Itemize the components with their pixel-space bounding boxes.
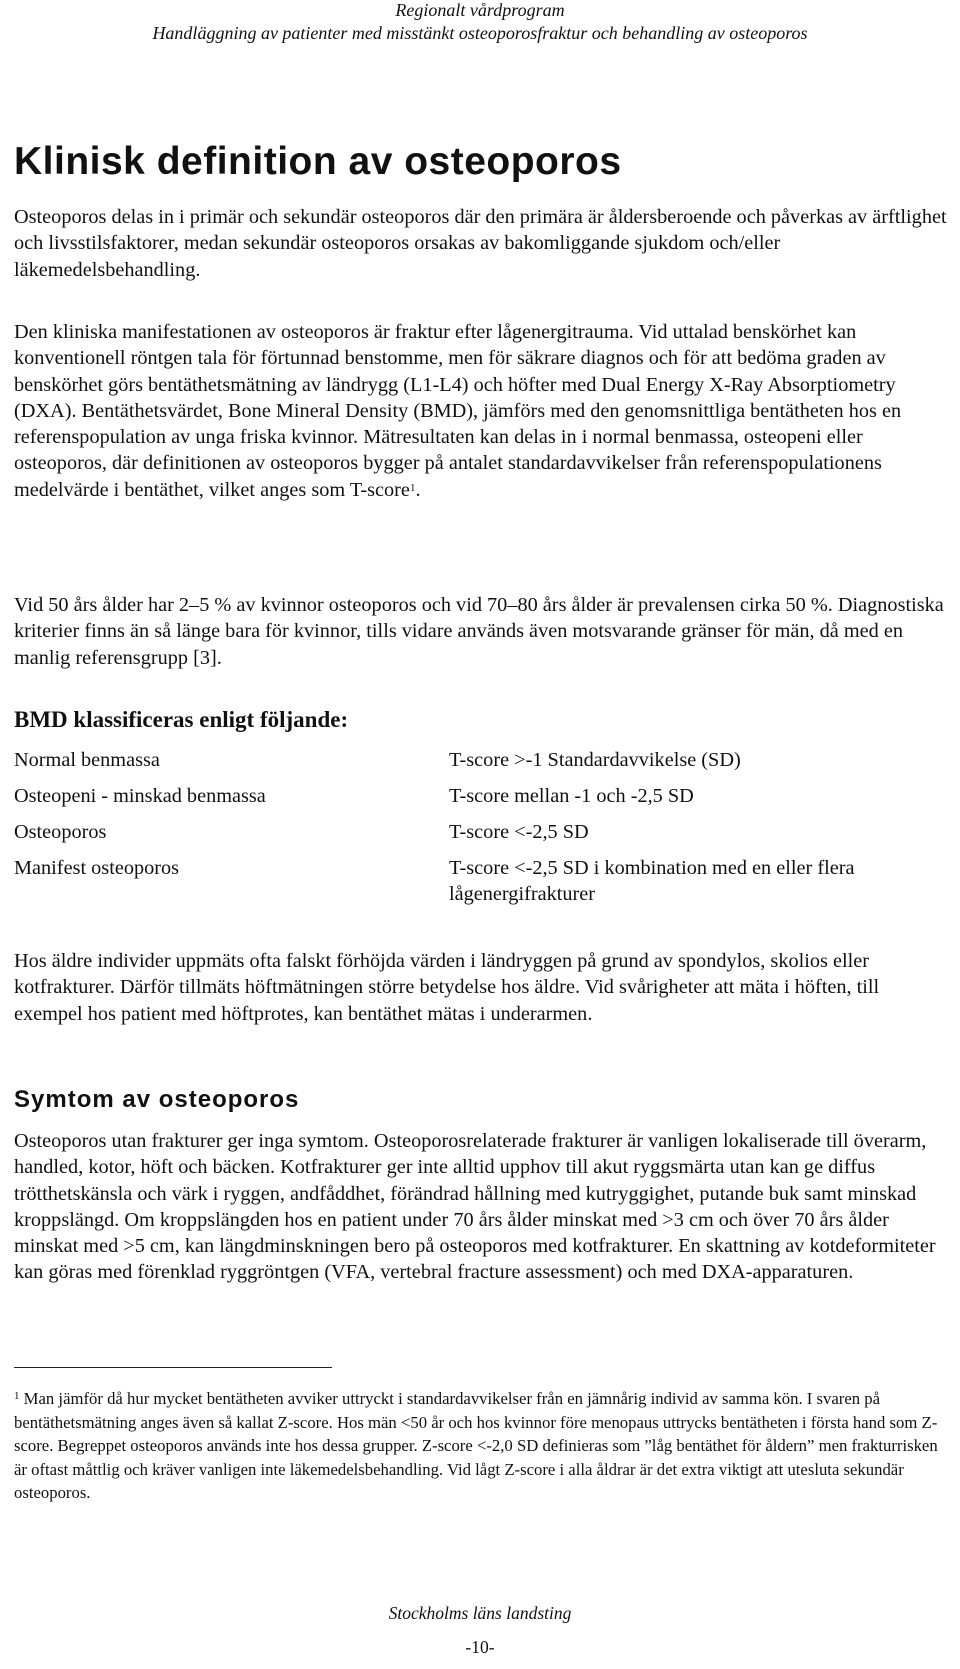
paragraph-prevalence: Vid 50 års ålder har 2–5 % av kvinnor osteoporos och vid 70–80 års ålder är prevalensen cirka 50 %. Diagnostiska kriterier finns än så länge bara för kvinnor, tills vidare används även motsvarande gränser för män, då med en manlig referensgrupp [3]. — [14, 594, 944, 669]
footnote-text: Man jämför då hur mycket bentätheten avviker uttryckt i standardavvikelser från en jämnårig individ av samma kön. I svaren på bentäthetsmätning anges även så kallat Z-score. Hos män <50 år och hos kvinnor före menopaus uttrycks bentätheten i första hand som Z-score. Begreppet osteoporos används inte hos dessa grupper. Z-score <-2,0 SD definieras som ”låg bentäthet för åldern” men frakturrisken är oftast måttlig och kräver vanligen inte läkemedelsbehandling. Vid lågt Z-score i alla åldrar är det extra viktigt att utesluta sekundär osteoporos. — [14, 1389, 938, 1503]
paragraph-elderly-measurement: Hos äldre individer uppmäts ofta falskt förhöjda värden i ländryggen på grund av spondylos, skolios eller kotfrakturer. Därför tillmäts höftmätningen större betydelse hos äldre. Vid svårigheter att mäta i höften, till exempel hos patient med höftprotes, kan bentäthet mätas i underarmen. — [14, 950, 880, 1025]
bmd-category: Osteopeni - minskad benmassa — [14, 785, 266, 807]
bmd-heading: BMD klassificeras enligt följande: — [14, 707, 349, 732]
bmd-row — [14, 819, 949, 855]
page-header — [0, 0, 960, 46]
bmd-row — [14, 747, 949, 783]
bmd-criterion: T-score >-1 Standardavvikelse (SD) — [449, 749, 741, 771]
paragraph-clinical-text: Den kliniska manifestationen av osteoporos är fraktur efter lågenergitrauma. Vid uttalad benskörhet kan konventionell röntgen tala för förtunnad benstomme, men för säkrare diagnos och för att bedöma graden av benskörhet görs bentäthetsmätning av ländrygg (L1-L4) och höfter med Dual Energy X-Ray Absorptiometry (DXA). Bentäthetsvärdet, Bone Mineral Density (BMD), jämförs med den genomsnittliga bentätheten hos en referenspopulation av unga friska kvinnor. Mätresultaten kan delas in i normal benmassa, osteopeni eller osteoporos, där definitionen av osteoporos bygger på antalet standardavvikelser från referenspopulationens medelvärde i bentäthet, vilket anges som T-score — [14, 321, 902, 501]
paragraph-symptoms: Osteoporos utan frakturer ger inga symtom. Osteoporosrelaterade frakturer är vanligen lokaliserade till överarm, handled, kotor, höft och bäcken. Kotfrakturer ger inte alltid upphov till akut ryggsmärta utan kan ge diffus trötthetskänsla och värk i ryggen, andfåddhet, förändrad hållning med kutryggighet, putande buk samt minskad kroppslängd. Om kroppslängden hos en patient under 70 års ålder minskat med >3 cm och över 70 års ålder minskat med >5 cm, kan längdminskningen bero på osteoporos med kotfrakturer. En skattning av kotdeformiteter kan göras med förenklad ryggröntgen (VFA, vertebral fracture assessment) och med DXA-apparaturen. — [14, 1130, 936, 1284]
page-number: -10- — [465, 1637, 495, 1657]
bmd-category: Osteoporos — [14, 821, 107, 843]
section-title-symptoms: Symtom av osteoporos — [14, 1086, 300, 1113]
footnote-divider — [14, 1367, 332, 1368]
bmd-category: Manifest osteoporos — [14, 857, 180, 879]
footer-organization: Stockholms läns landsting — [388, 1603, 572, 1623]
bmd-criterion: T-score mellan -1 och -2,5 SD — [449, 785, 694, 807]
footnote — [14, 1387, 949, 1505]
paragraph-clinical-manifestation — [14, 319, 949, 503]
bmd-row — [14, 783, 949, 819]
document-subtitle: Handläggning av patienter med misstänkt osteoporosfraktur och behandling av osteoporos — [152, 23, 808, 43]
footnote-reference[interactable]: 1 — [409, 481, 416, 494]
bmd-criterion: T-score <-2,5 SD — [449, 821, 589, 843]
footnote-marker: 1 — [14, 1390, 20, 1402]
paragraph-end-punctuation: . — [415, 478, 421, 501]
bmd-row — [14, 855, 949, 906]
paragraph-classification: Osteoporos delas in i primär och sekundär osteoporos där den primära är åldersberoende och påverkas av ärftlighet och livsstilsfaktorer, medan sekundär osteoporos orsakas av bakomliggande sjukdom och/eller läkemedelsbehandling. — [14, 206, 947, 281]
bmd-criterion: T-score <-2,5 SD i kombination med en eller flera lågenergifrakturer — [449, 857, 855, 906]
bmd-category: Normal benmassa — [14, 749, 160, 771]
section-title-definition: Klinisk definition av osteoporos — [14, 140, 622, 183]
program-title: Regionalt vårdprogram — [395, 0, 565, 20]
